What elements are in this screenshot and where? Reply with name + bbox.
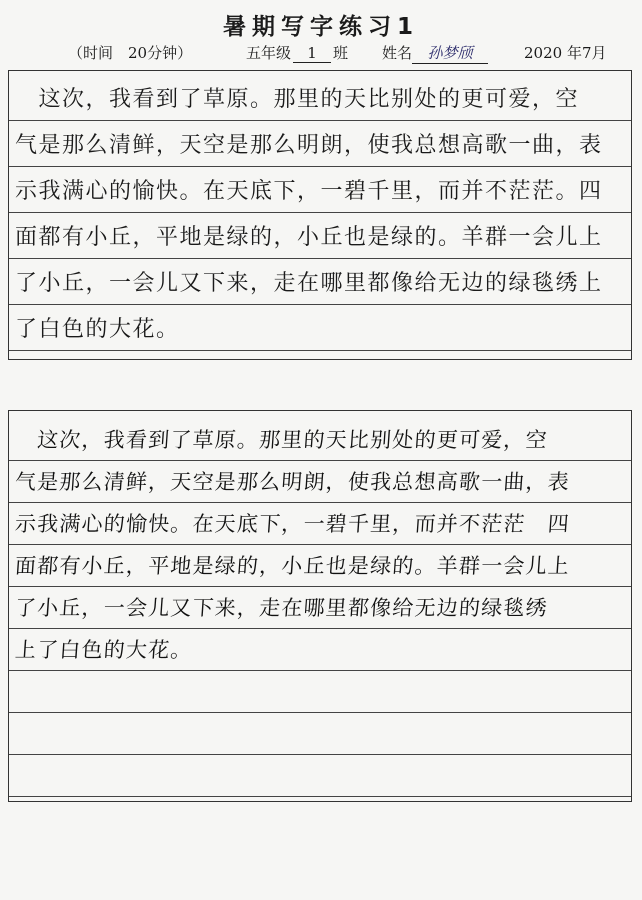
printed-line-text: 这次，我看到了草原。那里的天比别处的更可爱，空: [15, 87, 580, 112]
printed-line-text: 了白色的大花。: [15, 317, 180, 342]
date: 2020 年7月: [524, 44, 607, 62]
name-signature: 孙梦颀: [412, 42, 488, 64]
handwritten-line: [9, 751, 631, 797]
grade-label: 五年级: [246, 44, 292, 62]
class-suffix: 班: [333, 44, 349, 62]
printed-line: [9, 75, 631, 121]
student-name: [382, 42, 488, 64]
class-number: 1: [293, 44, 331, 63]
handwritten-line: [9, 415, 631, 461]
handwritten-line: [9, 499, 631, 545]
handwritten-line-text: 这次，我看到了草原。那里的天比别处的更可爱，空: [14, 428, 549, 452]
time-limit: （时间 20分钟）: [68, 44, 193, 62]
grade-class: [246, 42, 348, 63]
handwritten-line: [9, 625, 631, 671]
worksheet-title: 暑期写字练习1: [222, 14, 419, 40]
handwritten-line: [9, 583, 631, 629]
printed-line-text: 面都有小丘，平地是绿的，小丘也是绿的。羊群一会儿上: [15, 225, 603, 250]
printed-line: [9, 121, 631, 167]
handwritten-line: [9, 709, 631, 755]
handwritten-line-text: 了小丘，一会儿又下来，走在哪里都像给无边的绿毯绣: [14, 596, 549, 620]
handwritten-line-text: 示我满心的愉快。在天底下，一碧千里，而并不茫茫 四: [14, 512, 571, 536]
handwritten-line-text: 上了白色的大花。: [14, 638, 194, 662]
name-label: 姓名: [382, 44, 413, 62]
handwritten-line: [9, 541, 631, 587]
handwritten-passage-box: [8, 410, 632, 802]
printed-passage-box: [8, 70, 632, 360]
printed-line: [9, 213, 631, 259]
handwritten-line: [9, 457, 631, 503]
printed-line: [9, 305, 631, 351]
printed-line: [9, 167, 631, 213]
printed-line: [9, 259, 631, 305]
handwritten-line-text: 气是那么清鲜，天空是那么明朗，使我总想高歌一曲，表: [14, 470, 571, 494]
printed-line-text: 气是那么清鲜，天空是那么明朗，使我总想高歌一曲，表: [15, 133, 603, 158]
handwritten-line: [9, 667, 631, 713]
printed-line-text: 了小丘，一会儿又下来，走在哪里都像给无边的绿毯绣上: [15, 271, 603, 296]
printed-line-text: 示我满心的愉快。在天底下，一碧千里，而并不茫茫。四: [15, 179, 603, 204]
handwritten-line-text: 面都有小丘，平地是绿的，小丘也是绿的。羊群一会儿上: [14, 554, 571, 578]
